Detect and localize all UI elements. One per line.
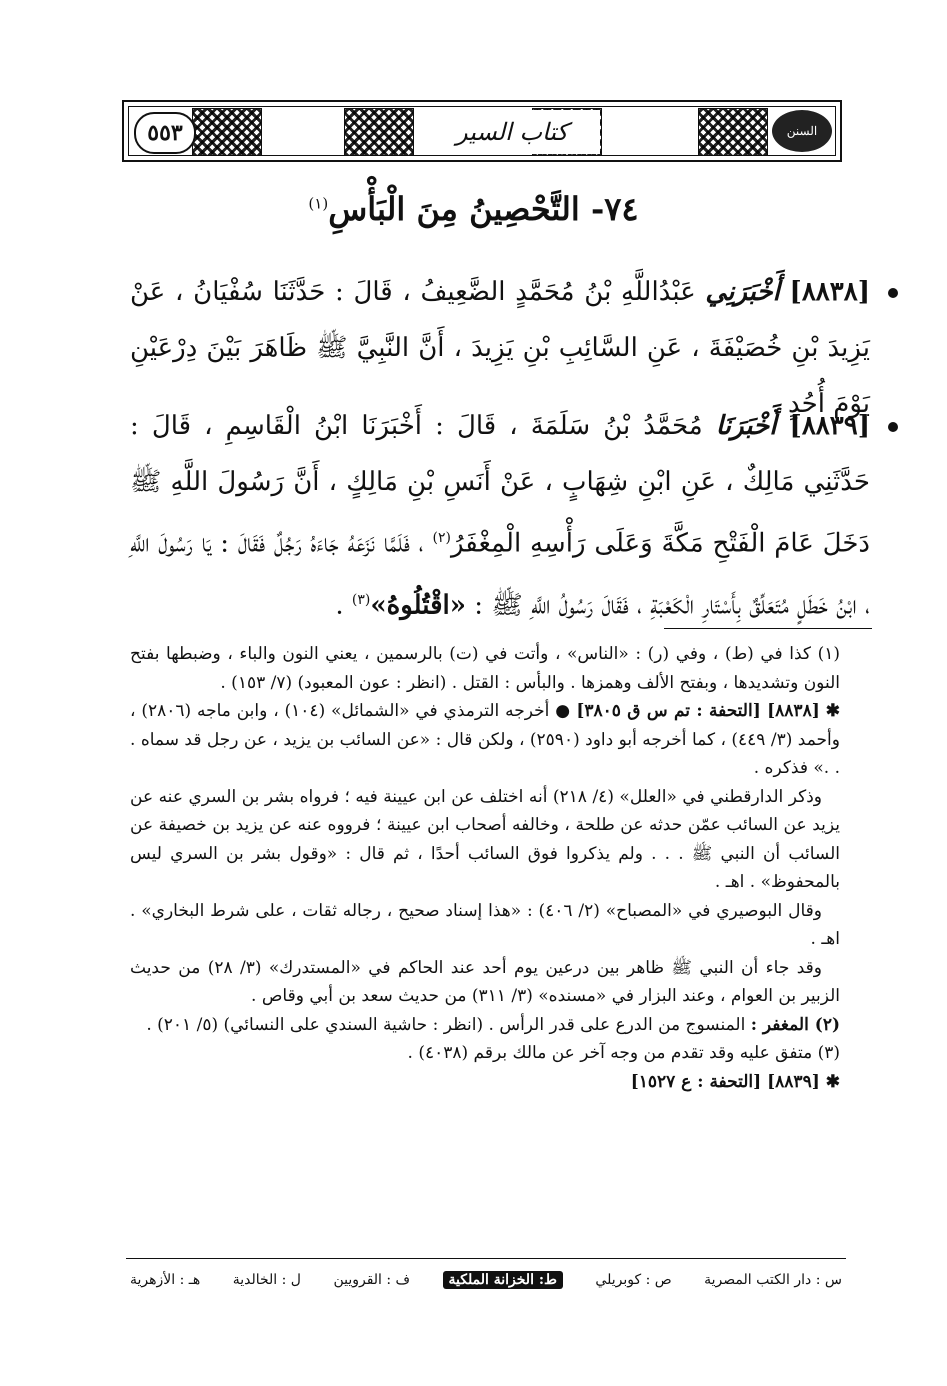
tuhfa-ref-8839: [٨٨٣٩] [التحفة : ع ١٥٢٧] — [630, 1071, 820, 1092]
chapter-note-ref: (١) — [308, 194, 329, 213]
hadith-number: [٨٨٣٨] — [789, 277, 871, 307]
takhrij-8838: ● أخرجه الترمذي في «الشمائل» (١٠٤) ، وابن ماجه (٢٨٠٦) ، وأحمد (٣/ ٤٤٩) ، كما أخرجه أبو داود (٢٥٩٠) ، ولكن قال : «عن السائب بن يزيد ، عن رجل قد سماه . . .» فذكره . — [130, 701, 840, 778]
book-logo: السنن الكبرى — [772, 110, 832, 152]
bullet-icon — [888, 422, 898, 432]
hadith-end: . — [335, 590, 344, 621]
ornament-left-1 — [192, 108, 262, 156]
hadith-number: [٨٨٣٩] — [789, 411, 871, 441]
hadith-text-b: ، فَلَمَّا نَزَعَهُ جَاءَهُ رَجُلٌ فَقَالَ : يَا رَسُولَ اللَّهِ ، ابْنُ خَطَلٍ مُتَعَلِّقٌ بِأَسْتَارِ الْكَعْبَةِ ، فَقَالَ رَسُولُ اللَّهِ ﷺ : — [130, 528, 870, 621]
legend-item: هـ : الأزهرية — [130, 1272, 201, 1288]
legend-item: ل : الخالدية — [232, 1272, 301, 1288]
legend-item: ف : القرويين — [333, 1272, 411, 1288]
hadith-text-a: مُحَمَّدُ بْنُ سَلَمَةَ ، قَالَ : أَخْبَرَنَا ابْنُ الْقَاسِمِ ، قَالَ : حَدَّثَنِي مَالِكٌ ، عَنِ ابْنِ شِهَابٍ ، عَنْ أَنَسِ بْنِ مَالِكٍ ، أَنَّ رَسُولَ اللَّهِ ﷺ دَخَلَ عَامَ الْفَتْحِ مَكَّةَ وَعَلَى رَأْسِهِ الْمِغْفَرُ — [130, 411, 871, 559]
star-icon: ✱ — [825, 701, 840, 721]
footnote-2 — [130, 1011, 840, 1040]
footnote-3: (٣) متفق عليه وقد تقدم من وجه آخر عن مالك برقم (٤٠٣٨) . — [407, 1043, 840, 1063]
hadith-lead: أَخْبَرَنَا — [715, 411, 777, 441]
footnote-2-label: (٢) المغفر : — [750, 1014, 840, 1035]
hadith-text: عَبْدُاللَّهِ بْنُ مُحَمَّدٍ الضَّعِيفُ ، قَالَ : حَدَّثَنَا سُفْيَانُ ، عَنْ يَزِيدَ بْنِ خُصَيْفَةَ ، عَنِ السَّائِبِ بْنِ يَزِيدَ ، أَنَّ النَّبِيَّ ﷺ ظَاهَرَ بَيْنَ دِرْعَيْنِ يَوْمَ أُحُدٍ . — [130, 277, 870, 419]
legend-item-highlighted: ط: الخزانة الملكية — [443, 1271, 563, 1289]
hadith-8839 — [130, 398, 870, 633]
footnotes — [130, 640, 840, 1096]
star-icon: ✱ — [825, 1071, 840, 1092]
note-ref-2: (٢) — [432, 530, 451, 546]
footnote-para-2: وقال البوصيري في «المصباح» (٢/ ٤٠٦) : «هذا إسناد صحيح ، رجاله ثقات ، على شرط البخاري» . اهـ . — [130, 900, 840, 949]
manuscript-legend — [130, 1266, 842, 1294]
bullet-icon — [888, 288, 898, 298]
footnote-star-8839 — [130, 1068, 840, 1097]
footnote-divider — [664, 628, 872, 629]
footnote-para-3: وقد جاء أن النبي ﷺ ظاهر بين درعين يوم أحد عند الحاكم في «المستدرك» (٣/ ٢٨) من حديث الزبير بن العوام ، وعند البزار في «مسنده» (٣/ ٣١١) من حديث سعد بن أبي وقاص . — [130, 957, 840, 1006]
footnote-1: (١) كذا في (ط) ، وفي (ر) : «الناس» ، وأتت في (ت) بالرسمين ، يعني النون والباء ، وضبطها بفتح النون وتشديدها ، وبفتح الألف وهمزها . والبأس : القتل . (انظر : عون المعبود) (٧/ ١٥٣) . — [130, 644, 840, 693]
ornament-right-1 — [698, 108, 768, 156]
hadith-quote: «اقْتُلُوهُ» — [370, 590, 467, 621]
hadith-lead: أَخْبَرَنِي — [705, 277, 780, 307]
chapter-title-text: ٧٤- التَّحْصِينُ مِنَ الْبَأْسِ — [328, 190, 639, 228]
footnote-para-1: وذكر الدارقطني في «العلل» (٤/ ٢١٨) أنه اختلف عن ابن عيينة فيه ؛ فرواه بشر بن السري عنه عن يزيد عن السائب عمّن حدثه عن طلحة ، وخالفه أصحاب ابن عيينة ؛ فرووه عنه عن يزيد بن خصيفة عن السائب أن النبي ﷺ . . . ولم يذكروا فوق السائب أحدًا ، ثم قال : «وقول بشر بن السري ليس بالمحفوظ» . اهـ . — [130, 786, 840, 892]
legend-rule — [126, 1258, 846, 1259]
page-header — [122, 100, 842, 180]
book-title: كتاب السير — [424, 110, 600, 154]
ornament-left-2 — [344, 108, 414, 156]
legend-item: ص : كوبريلي — [595, 1272, 672, 1288]
note-ref-3: (٣) — [351, 591, 371, 608]
legend-item: س : دار الكتب المصرية — [704, 1272, 842, 1288]
tuhfa-ref-8838: [٨٨٣٨] [التحفة : تم س ق ٣٨٠٥] — [576, 701, 820, 721]
chapter-title — [150, 190, 797, 248]
page-number: ٥٥٣ — [134, 112, 196, 154]
footnote-2-text: المنسوج من الدرع على قدر الرأس . (انظر : حاشية السندي على النسائي) (٥/ ٢٠١) . — [146, 1014, 746, 1035]
footnote-star-8838 — [130, 697, 840, 783]
